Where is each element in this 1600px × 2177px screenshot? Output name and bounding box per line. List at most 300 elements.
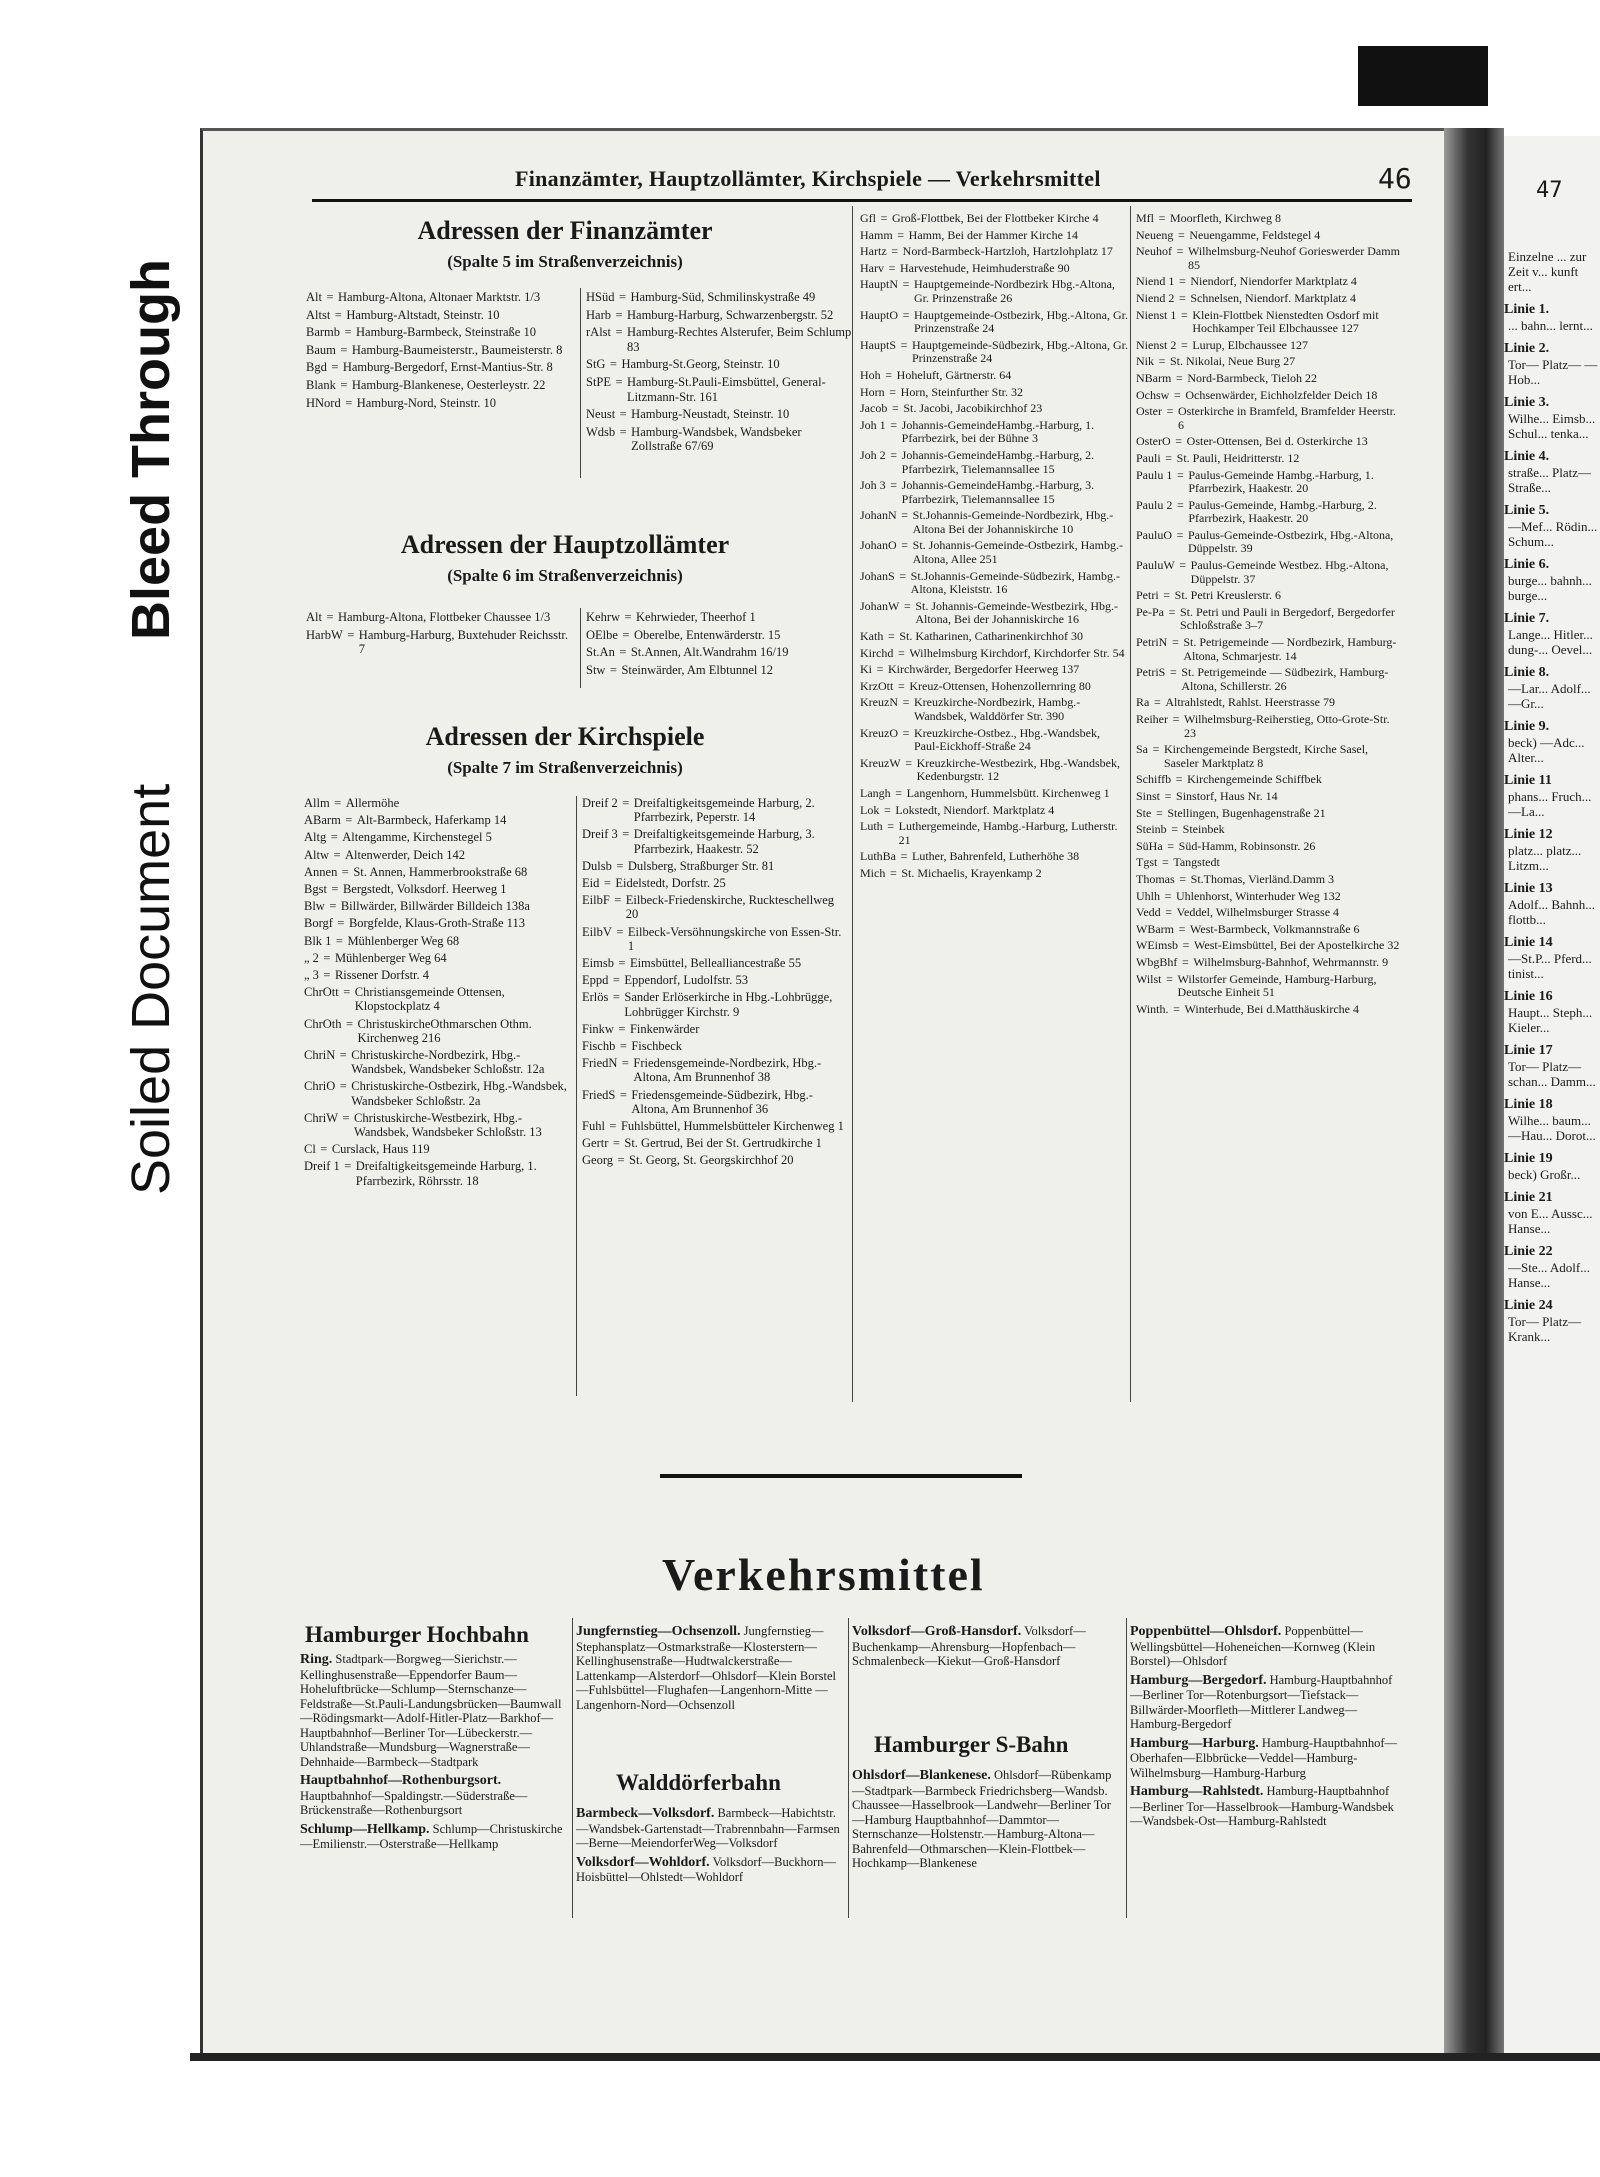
entry-abbreviation: Hamm [860, 227, 893, 242]
entry-address: Christiansgemeinde Ottensen, Klopstockplatz 4 [354, 985, 505, 1014]
address-entry [582, 925, 848, 953]
entry-abbreviation: HNord [306, 395, 341, 410]
next-page-line-text: phans... Fruch... —La... [1508, 789, 1592, 819]
address-entry [586, 663, 852, 678]
route-stops: Hamburg-Hauptbahnhof—Oberhafen—Elbbrücke—Veddel—Hamburg-Wilhelmsburg—Hamburg-Harburg [1130, 1735, 1398, 1780]
equals-sign: = [326, 290, 334, 304]
entry-address: Altengamme, Kirchenstegel 5 [342, 830, 492, 845]
address-entry [582, 1153, 848, 1167]
address-entry [1136, 873, 1404, 887]
address-entry [860, 820, 1128, 847]
entry-abbreviation: Ki [860, 662, 872, 677]
equals-sign: = [333, 847, 341, 862]
address-entry [1136, 606, 1404, 633]
equals-sign: = [618, 956, 626, 971]
address-entry [860, 663, 1128, 677]
address-entry [1136, 292, 1404, 306]
address-entry [860, 647, 1128, 661]
next-page-line-text: platz... platz... Litzm... [1508, 843, 1582, 873]
section-rule [660, 1474, 1022, 1478]
equals-sign: = [341, 864, 349, 879]
entry-address: Hamburg-St.Georg, Steinstr. 10 [621, 357, 780, 372]
equals-sign: = [887, 819, 895, 834]
entry-abbreviation: Borgf [304, 916, 333, 931]
entry-address: Groß-Flottbek, Bei der Flottbeker Kirche 4 [892, 211, 1099, 225]
entry-address: St. Gertrud, Bei der St. Gertrudkirche 1 [624, 1136, 822, 1151]
scan-top-margin [0, 0, 1600, 46]
equals-sign: = [622, 827, 630, 842]
header-rule [312, 199, 1412, 202]
equals-sign: = [900, 849, 908, 864]
route-name: Hauptbahnhof—Rothenburgsort. [300, 1773, 502, 1788]
address-entry [1136, 339, 1404, 353]
address-entry [1136, 666, 1404, 693]
entry-address: Dulsberg, Straßburger Str. 81 [627, 858, 775, 873]
address-entry [860, 727, 1128, 754]
entry-abbreviation: Finkw [582, 1021, 614, 1036]
entry-address: St. Johannis-Gemeinde-Ostbezirk, Hambg.-Altona, Allee 251 [912, 538, 1123, 567]
route-stops: Schlump—Christuskirche—Emilienstr.—Osterstraße—Hellkamp [300, 1821, 563, 1851]
entry-abbreviation: Mfl [1136, 211, 1154, 225]
address-entry [1136, 435, 1404, 449]
route-stops: Stadtpark—Borgweg—Sierichstr.—Kellinghusenstraße—Eppendorfer Baum—Hoheluftbrücke—Schlump—Sternschanze—Feldstraße—St.Pauli-Landungsbrücken—Baumwall—Rödingsmarkt—Adolf-Hitler-Platz—Barkhof—Hauptbahnhof—Berliner Tor—Lübeckerstr.—Uhlandstraße—Mundsburg—Wagnerstraße—Dehnhaide—Barmbeck—Stadtpark [300, 1652, 562, 1769]
hochbahn-routes [300, 1652, 566, 1856]
entry-abbreviation: LuthBa [860, 849, 896, 864]
equals-sign: = [895, 785, 903, 800]
equals-sign: = [615, 307, 623, 322]
entry-address: Fischbeck [631, 1039, 683, 1054]
entry-abbreviation: Harb [586, 307, 611, 322]
hochbahn-title: Hamburger Hochbahn [305, 1622, 529, 1647]
equals-sign: = [1181, 954, 1189, 969]
equals-sign: = [1165, 450, 1173, 465]
address-entry [1136, 499, 1404, 526]
entry-abbreviation: Dulsb [582, 858, 612, 873]
equals-sign: = [615, 325, 623, 340]
equals-sign: = [323, 968, 331, 983]
entry-address: Kreuzkirche-Nordbezirk, Hambg.-Wandsbek, Walddörfer Str. 390 [913, 695, 1081, 723]
address-entry [306, 628, 576, 657]
entry-abbreviation: FriedS [582, 1087, 616, 1102]
entry-address: West-Eimsbüttel, Bei der Apostelkirche 32 [1194, 938, 1400, 953]
finanzaemter-list-left [306, 290, 576, 413]
equals-sign: = [887, 629, 895, 644]
route-stops: Jungfernstieg—Stephansplatz—Ostmarkstraße—Klosterstern—Kellinghusenstraße—Hudtwalckerstraße—Lattenkamp—Alsterdorf—Ohlsdorf—Klein Borstel—Fuhlsbüttel—Flughafen—Langenhorn-Mitte — Langenhorn-Nord—Ochsenzoll [576, 1624, 837, 1712]
entry-address: Luthergemeinde, Hambg.-Harburg, Lutherstr. 21 [898, 819, 1118, 847]
next-page-line-text: Haupt... Steph... Kieler... [1508, 1005, 1593, 1035]
entry-address: Nord-Barmbeck-Hartzloh, Hartzlohplatz 17 [902, 244, 1113, 259]
address-entry [1136, 212, 1404, 226]
entry-address: Steinbek [1182, 822, 1225, 837]
next-page-line-text: straße... Platz— Straße... [1508, 465, 1592, 495]
equals-sign: = [329, 899, 337, 914]
entry-abbreviation: Allm [304, 796, 330, 810]
address-entry [1136, 389, 1404, 403]
entry-abbreviation: Vedd [1136, 905, 1161, 920]
route-entry [1130, 1736, 1400, 1781]
address-entry [1136, 696, 1404, 710]
next-page-line-text: beck) —Adc... Alter... [1508, 735, 1585, 765]
equals-sign: = [891, 244, 899, 259]
scan-bottom-edge [190, 2053, 1600, 2061]
equals-sign: = [1171, 635, 1179, 650]
address-entry [1136, 956, 1404, 970]
route-name: Hamburg—Bergedorf. [1130, 1672, 1267, 1688]
next-page-line-text: —Mef... Rödin... Schum... [1508, 519, 1598, 549]
address-entry [860, 539, 1128, 566]
entry-abbreviation: Gfl [860, 211, 876, 225]
entry-address: Eidelstedt, Dorfstr. 25 [615, 876, 726, 891]
address-entry [582, 1088, 848, 1116]
entry-abbreviation: HauptO [860, 307, 898, 322]
equals-sign: = [339, 1048, 347, 1063]
entry-address: Johannis-GemeindeHambg.-Harburg, 3. Pfarrbezirk, Tielemannsallee 15 [901, 478, 1095, 506]
walddoerferbahn-title: Walddörferbahn [616, 1770, 781, 1795]
equals-sign: = [334, 307, 342, 322]
entry-abbreviation: „ 2 [304, 950, 319, 965]
entry-address: Hauptgemeinde-Nordbezirk Hbg.-Altona, Gr. Prinzenstraße 26 [914, 277, 1115, 305]
entry-address: Finkenwärder [629, 1021, 700, 1036]
entry-address: Johannis-GemeindeHambg.-Harburg, 1. Pfarrbezirk, bei der Bühne 3 [901, 417, 1095, 446]
address-entry [306, 378, 576, 393]
route-stops: Volksdorf—Buchenkamp—Ahrensburg—Hopfenbach—Schmalenbeck—Kiekut—Groß-Hansdorf [852, 1624, 1086, 1668]
entry-abbreviation: EilbF [582, 893, 610, 908]
equals-sign: = [619, 1087, 627, 1102]
address-entry [306, 343, 576, 358]
address-entry [304, 916, 574, 930]
entry-address: Wilhelmsburg Kirchdorf, Kirchdorfer Str. 54 [909, 645, 1125, 660]
equals-sign: = [609, 357, 617, 372]
sbahn-routes [852, 1768, 1122, 1875]
next-page-line-text: Tor— Platz— Krank... [1508, 1314, 1582, 1344]
finanzaemter-subtitle: (Spalte 5 im Straßenverzeichnis) [447, 252, 683, 271]
address-entry [304, 934, 574, 948]
equals-sign: = [883, 802, 891, 817]
address-entry [304, 796, 574, 810]
entry-abbreviation: Cl [304, 1142, 316, 1157]
entry-address: Hoheluft, Gärtnerstr. 64 [896, 367, 1012, 382]
address-entry [860, 787, 1128, 801]
entry-address: Dreifaltigkeitsgemeinde Harburg, 3. Pfarrbezirk, Haakestr. 52 [633, 827, 815, 856]
kirchspiele-subtitle: (Spalte 7 im Straßenverzeichnis) [447, 758, 683, 777]
entry-abbreviation: Harv [860, 260, 884, 275]
next-page-line-label: Linie 3. [1504, 395, 1550, 410]
equals-sign: = [890, 447, 898, 462]
route-name: Jungfernstieg—Ochsenzoll. [576, 1624, 741, 1639]
entry-abbreviation: Steinb [1136, 822, 1167, 837]
entry-address: Hamburg-Wandsbek, Wandsbeker Zollstraße 67/69 [631, 424, 802, 454]
equals-sign: = [889, 865, 897, 880]
walddoerferbahn-routes-2 [852, 1624, 1122, 1673]
equals-sign: = [347, 627, 355, 642]
entry-abbreviation: Blank [306, 377, 336, 392]
entry-address: Johannis-GemeindeHambg.-Harburg, 2. Pfarrbezirk, Tielemannsallee 15 [901, 447, 1095, 476]
entry-abbreviation: Alt [306, 610, 322, 624]
equals-sign: = [320, 1142, 328, 1157]
address-entry [1136, 636, 1404, 663]
address-entry [304, 951, 574, 965]
entry-abbreviation: JohanW [860, 598, 900, 613]
book-gutter [1444, 128, 1504, 2053]
entry-abbreviation: Wdsb [586, 424, 616, 439]
next-page-line-label: Linie 9. [1504, 719, 1550, 734]
address-entry [1136, 840, 1404, 854]
entry-abbreviation: Paulu 1 [1136, 467, 1173, 482]
entry-abbreviation: Pe-Pa [1136, 604, 1164, 619]
entry-abbreviation: PetriN [1136, 635, 1168, 650]
equals-sign: = [618, 290, 627, 304]
equals-sign: = [1182, 938, 1190, 953]
equals-sign: = [619, 424, 627, 439]
address-entry [860, 509, 1128, 536]
entry-address: Christuskirche-Nordbezirk, Hbg.-Wandsbek, Wandsbeker Schloßstr. 12a [351, 1048, 545, 1077]
entry-address: Curslack, Haus 119 [331, 1142, 430, 1157]
entry-abbreviation: PetriS [1136, 665, 1166, 680]
entry-abbreviation: Schiffb [1136, 772, 1172, 787]
equals-sign: = [622, 796, 630, 810]
entry-abbreviation: Neust [586, 407, 616, 422]
address-entry [860, 757, 1128, 784]
address-entry [1136, 372, 1404, 386]
address-entry [860, 804, 1128, 818]
equals-sign: = [1176, 527, 1184, 542]
entry-abbreviation: Oster [1136, 404, 1162, 419]
address-entry [586, 645, 852, 660]
entry-address: Mühlenberger Weg 64 [334, 950, 447, 965]
equals-sign: = [905, 755, 913, 770]
route-entry [576, 1855, 842, 1885]
entry-address: Lurup, Elbchaussee 127 [1192, 337, 1308, 352]
entry-address: St. Katharinen, Catharinenkirchhof 30 [899, 629, 1083, 644]
route-name: Ohlsdorf—Blankenese. [852, 1768, 991, 1783]
entry-address: Steinwärder, Am Elbtunnel 12 [621, 662, 774, 677]
entry-address: Eppendorf, Ludolfstr. 53 [624, 973, 748, 988]
hauptzollaemter-subtitle: (Spalte 6 im Straßenverzeichnis) [447, 566, 683, 585]
entry-abbreviation: Ochsw [1136, 387, 1170, 402]
address-entry [306, 308, 576, 323]
entry-abbreviation: ABarm [304, 813, 341, 828]
entry-address: Nord-Barmbeck, Tieloh 22 [1187, 370, 1317, 385]
address-entry [582, 876, 848, 890]
address-entry [582, 973, 848, 987]
soiled-document-label: Soiled Document [121, 783, 181, 1195]
kirchspiele-col4 [1136, 212, 1404, 1019]
entry-address: Oberelbe, Entenwärderstr. 15 [633, 627, 781, 642]
divider [1130, 206, 1131, 1402]
equals-sign: = [614, 893, 622, 908]
entry-address: Hamburg-Altona, Flottbeker Chaussee 1/3 [337, 610, 551, 624]
next-page-line-text: —St.P... Pferd... tinist... [1508, 951, 1592, 981]
next-page-line-label: Linie 14 [1504, 935, 1553, 950]
entry-address: Christuskirche-Ostbezirk, Hbg.-Wandsbek, Wandsbeker Schloßstr. 2a [351, 1079, 567, 1108]
address-entry [1136, 1003, 1404, 1017]
entry-abbreviation: Blw [304, 899, 325, 914]
equals-sign: = [344, 1159, 352, 1174]
address-entry [582, 956, 848, 970]
address-entry [860, 212, 1128, 226]
address-entry [1136, 245, 1404, 272]
equals-sign: = [1168, 604, 1176, 619]
route-entry [576, 1806, 842, 1851]
equals-sign: = [622, 627, 630, 642]
entry-abbreviation: Neuhof [1136, 244, 1172, 259]
entry-abbreviation: Winth. [1136, 1001, 1169, 1016]
entry-abbreviation: OsterO [1136, 434, 1171, 449]
entry-abbreviation: ChrOth [304, 1016, 342, 1031]
next-page-line-label: Linie 5. [1504, 503, 1550, 518]
route-entry [1130, 1624, 1400, 1669]
entry-abbreviation: Barmb [306, 325, 341, 340]
entry-abbreviation: Uhlh [1136, 888, 1160, 903]
next-page-line-label: Linie 24 [1504, 1298, 1553, 1313]
address-entry [306, 396, 576, 411]
route-stops: Ohlsdorf—Rübenkamp—Stadtpark—Barmbeck Friedrichsberg—Wandsb. Chaussee—Hasselbrook—Landwehr—Berliner Tor—Hamburg Hauptbahnhof—Dammtor—Sternschanze—Holstenstr.—Hamburg-Altona—Bahrenfeld—Othmarschen—Klein-Flottbek—Hochkamp—Blankenese [852, 1768, 1112, 1870]
entry-abbreviation: Niend 2 [1136, 290, 1175, 305]
equals-sign: = [612, 990, 620, 1005]
finanzaemter-title: Adressen der Finanzämter [417, 216, 713, 245]
address-entry [1136, 452, 1404, 466]
entry-abbreviation: WEimsb [1136, 938, 1178, 953]
entry-address: Hamm, Bei der Hammer Kirche 14 [908, 227, 1078, 242]
equals-sign: = [889, 384, 897, 399]
address-entry [304, 865, 574, 879]
divider [572, 1618, 573, 1918]
equals-sign: = [1179, 558, 1187, 573]
equals-sign: = [1177, 227, 1185, 242]
entry-address: Paulus-Gemeinde Westbez. Hbg.-Altona, Düppelstr. 37 [1190, 558, 1389, 586]
entry-address: Moorfleth, Kirchweg 8 [1170, 211, 1281, 225]
next-page-line-text: von E... Aussc... Hanse... [1508, 1206, 1593, 1236]
route-entry [852, 1768, 1122, 1871]
address-entry [304, 1159, 574, 1187]
next-page-line-label: Linie 1. [1504, 302, 1550, 317]
next-page-line-label: Linie 11 [1504, 773, 1552, 788]
entry-abbreviation: Hoh [860, 367, 881, 382]
address-entry [1136, 589, 1404, 603]
next-page-line-label: Linie 13 [1504, 881, 1553, 896]
equals-sign: = [331, 882, 339, 897]
entry-abbreviation: OElbe [586, 627, 618, 642]
hauptzollaemter-title: Adressen der Hauptzollämter [400, 530, 730, 559]
entry-abbreviation: StG [586, 357, 606, 372]
address-entry [582, 1136, 848, 1150]
entry-address: Kirchwärder, Bergedorfer Heerweg 137 [888, 662, 1080, 677]
address-entry [860, 278, 1128, 305]
divider [580, 608, 581, 688]
address-entry [1136, 309, 1404, 336]
entry-abbreviation: Baum [306, 342, 336, 357]
entry-address: Friedensgemeinde-Nordbezirk, Hbg.-Altona, Am Brunnenhof 38 [633, 1056, 822, 1085]
address-entry [306, 610, 576, 625]
equals-sign: = [612, 1136, 620, 1151]
address-entry [1136, 790, 1404, 804]
next-page-line-text: beck) Großr... [1508, 1167, 1581, 1182]
entry-abbreviation: Erlös [582, 990, 609, 1005]
address-entry [860, 386, 1128, 400]
next-page-line-text: Lange... Hitler... dung-... Oevel... [1508, 627, 1593, 657]
entry-address: St. Nikolai, Neue Burg 27 [1170, 354, 1296, 369]
entry-address: Hamburg-St.Pauli-Eimsbüttel, General-Litzmann-Str. 161 [627, 374, 826, 404]
equals-sign: = [900, 337, 908, 352]
address-entry [1136, 906, 1404, 920]
address-entry [860, 309, 1128, 336]
equals-sign: = [1169, 665, 1177, 680]
equals-sign: = [885, 367, 893, 382]
kirchspiele-col1 [304, 796, 574, 1191]
equals-sign: = [897, 678, 905, 693]
entry-address: Dreifaltigkeitsgemeinde Harburg, 2. Pfarrbezirk, Peperstr. 14 [633, 796, 815, 825]
entry-address: Sinstorf, Haus Nr. 14 [1176, 788, 1278, 803]
equals-sign: = [1173, 1001, 1180, 1016]
entry-abbreviation: Bgd [306, 360, 327, 375]
next-page-line-label: Linie 19 [1504, 1151, 1553, 1166]
route-stops: Barmbeck—Habichtstr.—Wandsbek-Gartenstadt—Trabrennbahn—Farmsen—Berne—MeiendorferWeg—Volksdorf [576, 1806, 840, 1850]
entry-address: Oster-Ottensen, Bei d. Osterkirche 13 [1186, 434, 1368, 449]
next-page-line-text: Tor— Platz— schan... Damm... [1508, 1059, 1596, 1089]
entry-address: St.Johannis-Gemeinde-Südbezirk, Hambg.-Altona, Kleiststr. 16 [910, 568, 1120, 597]
entry-abbreviation: Neueng [1136, 227, 1174, 242]
address-entry [304, 830, 574, 844]
address-entry [582, 893, 848, 921]
entry-abbreviation: WBarm [1136, 921, 1174, 936]
equals-sign: = [619, 645, 627, 660]
entry-address: Veddel, Wilhelmsburger Strasse 4 [1176, 905, 1340, 920]
address-entry [582, 1119, 848, 1133]
entry-abbreviation: EilbV [582, 924, 612, 939]
route-entry [1130, 1673, 1400, 1732]
entry-address: Neuengamme, Feldstegel 4 [1189, 227, 1321, 242]
address-entry [582, 859, 848, 873]
route-stops: Hauptbahnhof—Spaldingstr.—Süderstraße—Brückenstraße—Rothenburgsort [300, 1788, 528, 1817]
equals-sign: = [890, 478, 898, 493]
address-entry [586, 308, 852, 323]
equals-sign: = [342, 1110, 350, 1125]
address-entry [1136, 773, 1404, 787]
entry-address: Hamburg-Altona, Altonaer Marktstr. 1/3 [337, 290, 541, 304]
route-stops: Poppenbüttel—Wellingsbüttel—Hoheneichen—Kornweg (Klein Borstel)—Ohlsdorf [1130, 1624, 1376, 1668]
entry-address: Hamburg-Nord, Steinstr. 10 [356, 395, 497, 410]
address-entry [586, 357, 852, 372]
entry-abbreviation: HarbW [306, 627, 343, 642]
address-entry [1136, 559, 1404, 586]
entry-address: Billwärder, Billwärder Billdeich 138a [340, 899, 530, 914]
entry-abbreviation: St.An [586, 645, 615, 660]
equals-sign: = [603, 876, 611, 891]
equals-sign: = [616, 924, 624, 939]
address-entry [304, 968, 574, 982]
address-entry [860, 419, 1128, 446]
entry-abbreviation: PauluW [1136, 558, 1175, 573]
next-page-line-label: Linie 6. [1504, 557, 1550, 572]
route-name: Volksdorf—Groß-Hansdorf. [852, 1624, 1022, 1639]
address-entry [1136, 713, 1404, 740]
address-entry [1136, 939, 1404, 953]
address-entry [1136, 355, 1404, 369]
entry-address: Hamburg-Süd, Schmilinskystraße 49 [630, 290, 816, 304]
address-entry [860, 369, 1128, 383]
entry-abbreviation: Eppd [582, 973, 609, 988]
sbahn-title: Hamburger S-Bahn [874, 1732, 1069, 1757]
address-entry [1136, 973, 1404, 1000]
entry-abbreviation: Dreif 1 [304, 1159, 340, 1174]
address-entry [860, 850, 1128, 864]
entry-address: Horn, Steinfurther Str. 32 [900, 384, 1023, 399]
entry-abbreviation: Bgst [304, 882, 327, 897]
route-stops: Hamburg-Hauptbahnhof—Berliner Tor—Rotenburgsort—Tiefstack—Billwärder-Moorfleth—Mittlerer Landweg—Hamburg-Bergedorf [1130, 1672, 1393, 1731]
address-entry [304, 1142, 574, 1156]
next-page-line-label: Linie 18 [1504, 1097, 1553, 1112]
entry-address: Süd-Hamm, Robinsonstr. 26 [1178, 838, 1316, 853]
